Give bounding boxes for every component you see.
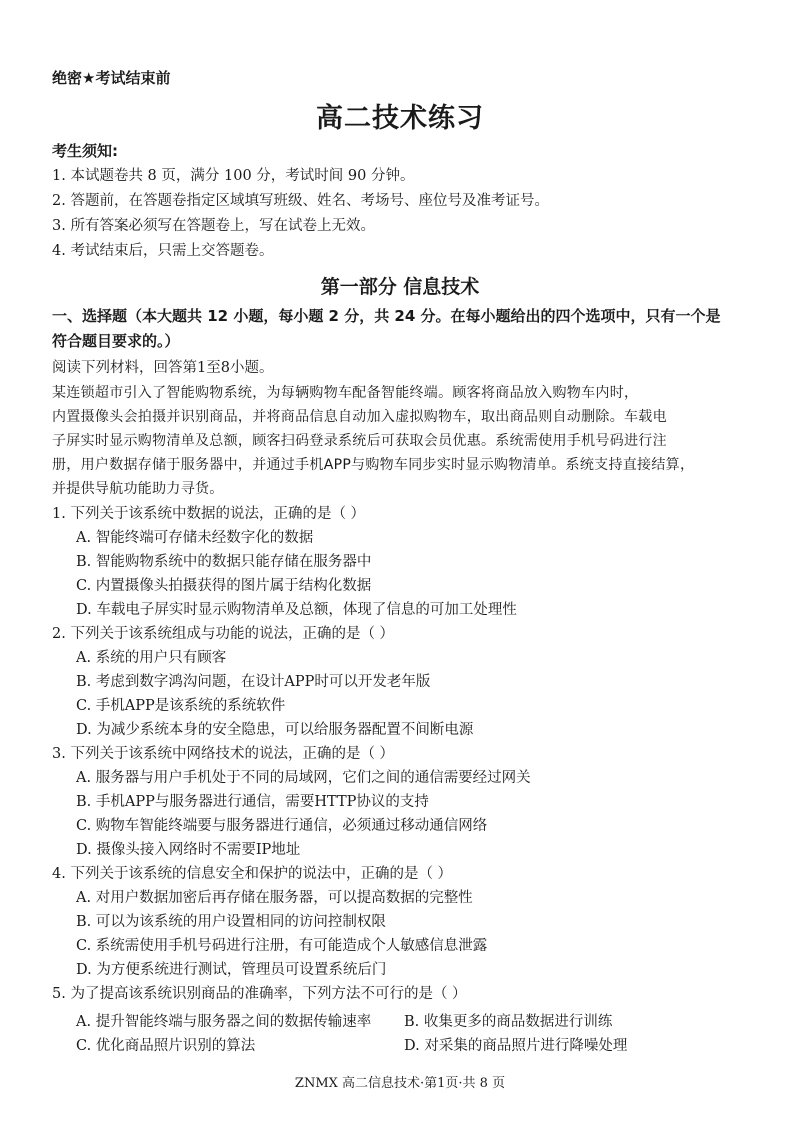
material-line: 子屏实时显示购物清单及总额，顾客扫码登录系统后可获取会员优惠。系统需使用手机号码进行注 [52, 433, 667, 449]
notice-item: 3. 所有答案必须写在答题卷上，写在试卷上无效。 [52, 218, 375, 234]
notice-item: 2. 答题前，在答题卷指定区域填写班级、姓名、考场号、座位号及准考证号。 [52, 193, 549, 209]
option-2b: B. 考虑到数字鸿沟问题，在设计APP时可以开发老年版 [76, 674, 431, 690]
question-stem-1: 1. 下列关于该系统中数据的说法，正确的是（ ） [52, 506, 366, 522]
page-footer: ZNMX 高二信息技术·第1页·共 8 页 [294, 1076, 506, 1091]
option-1c: C. 内置摄像头拍摄获得的图片属于结构化数据 [76, 578, 372, 594]
option-1b: B. 智能购物系统中的数据只能存储在服务器中 [76, 554, 372, 570]
notice-item: 4. 考试结束后，只需上交答题卷。 [52, 243, 274, 259]
page-title: 高二技术练习 [316, 103, 484, 134]
option-3a: A. 服务器与用户手机处于不同的局域网，它们之间的通信需要经过网关 [76, 770, 531, 786]
reading-intro: 阅读下列材料，回答第1至8小题。 [52, 360, 274, 376]
secret-mark: 绝密★考试结束前 [52, 69, 171, 87]
question-stem-3: 3. 下列关于该系统中网络技术的说法，正确的是（ ） [52, 746, 395, 762]
option-4d: D. 为方便系统进行测试，管理员可设置系统后门 [76, 962, 387, 978]
question-stem-4: 4. 下列关于该系统的信息安全和保护的说法中，正确的是（ ） [52, 866, 453, 882]
option-5d: D. 对采集的商品照片进行降噪处理 [404, 1038, 628, 1054]
part-title: 第一部分 信息技术 [320, 276, 480, 298]
option-5a: A. 提升智能终端与服务器之间的数据传输速率 [76, 1014, 372, 1030]
option-3d: D. 摄像头接入网络时不需要IP地址 [76, 842, 301, 858]
section-heading: 一、选择题（本大题共 12 小题，每小题 2 分，共 24 分。在每小题给出的四个选项中，只有一个是 [52, 307, 721, 325]
option-3b: B. 手机APP与服务器进行通信，需要HTTP协议的支持 [76, 794, 429, 810]
option-2c: C. 手机APP是该系统的系统软件 [76, 698, 286, 714]
option-1d: D. 车载电子屏实时显示购物清单及总额，体现了信息的可加工处理性 [76, 602, 517, 618]
material-line: 某连锁超市引入了智能购物系统，为每辆购物车配备智能终端。顾客将商品放入购物车内时， [52, 385, 639, 401]
option-5b: B. 收集更多的商品数据进行训练 [404, 1014, 613, 1030]
option-4b: B. 可以为该系统的用户设置相同的访问控制权限 [76, 914, 386, 930]
option-4a: A. 对用户数据加密后再存储在服务器，可以提高数据的完整性 [76, 890, 473, 906]
question-stem-5: 5. 为了提高该系统识别商品的准确率，下列方法不可行的是（ ） [52, 986, 467, 1002]
option-2d: D. 为减少系统本身的安全隐患，可以给服务器配置不间断电源 [76, 722, 474, 738]
question-stem-2: 2. 下列关于该系统组成与功能的说法，正确的是（ ） [52, 626, 395, 642]
option-2a: A. 系统的用户只有顾客 [76, 650, 227, 666]
notice-heading: 考生须知: [52, 142, 118, 160]
material-line: 并提供导航功能助力寻货。 [52, 481, 224, 497]
option-1a: A. 智能终端可存储未经数字化的数据 [76, 530, 314, 546]
option-3c: C. 购物车智能终端要与服务器进行通信，必须通过移动通信网络 [76, 818, 488, 834]
option-4c: C. 系统需使用手机号码进行注册，有可能造成个人敏感信息泄露 [76, 938, 488, 954]
section-heading-cont: 符合题目要求的。） [52, 332, 180, 350]
material-line: 册，用户数据存储于服务器中，并通过手机APP与购物车同步实时显示购物清单。系统支持直接结算， [52, 457, 695, 473]
option-5c: C. 优化商品照片识别的算法 [76, 1038, 256, 1054]
notice-item: 1. 本试题卷共 8 页，满分 100 分，考试时间 90 分钟。 [52, 168, 415, 184]
material-line: 内置摄像头会拍摄并识别商品，并将商品信息自动加入虚拟购物车，取出商品则自动删除。车载电 [52, 409, 667, 425]
